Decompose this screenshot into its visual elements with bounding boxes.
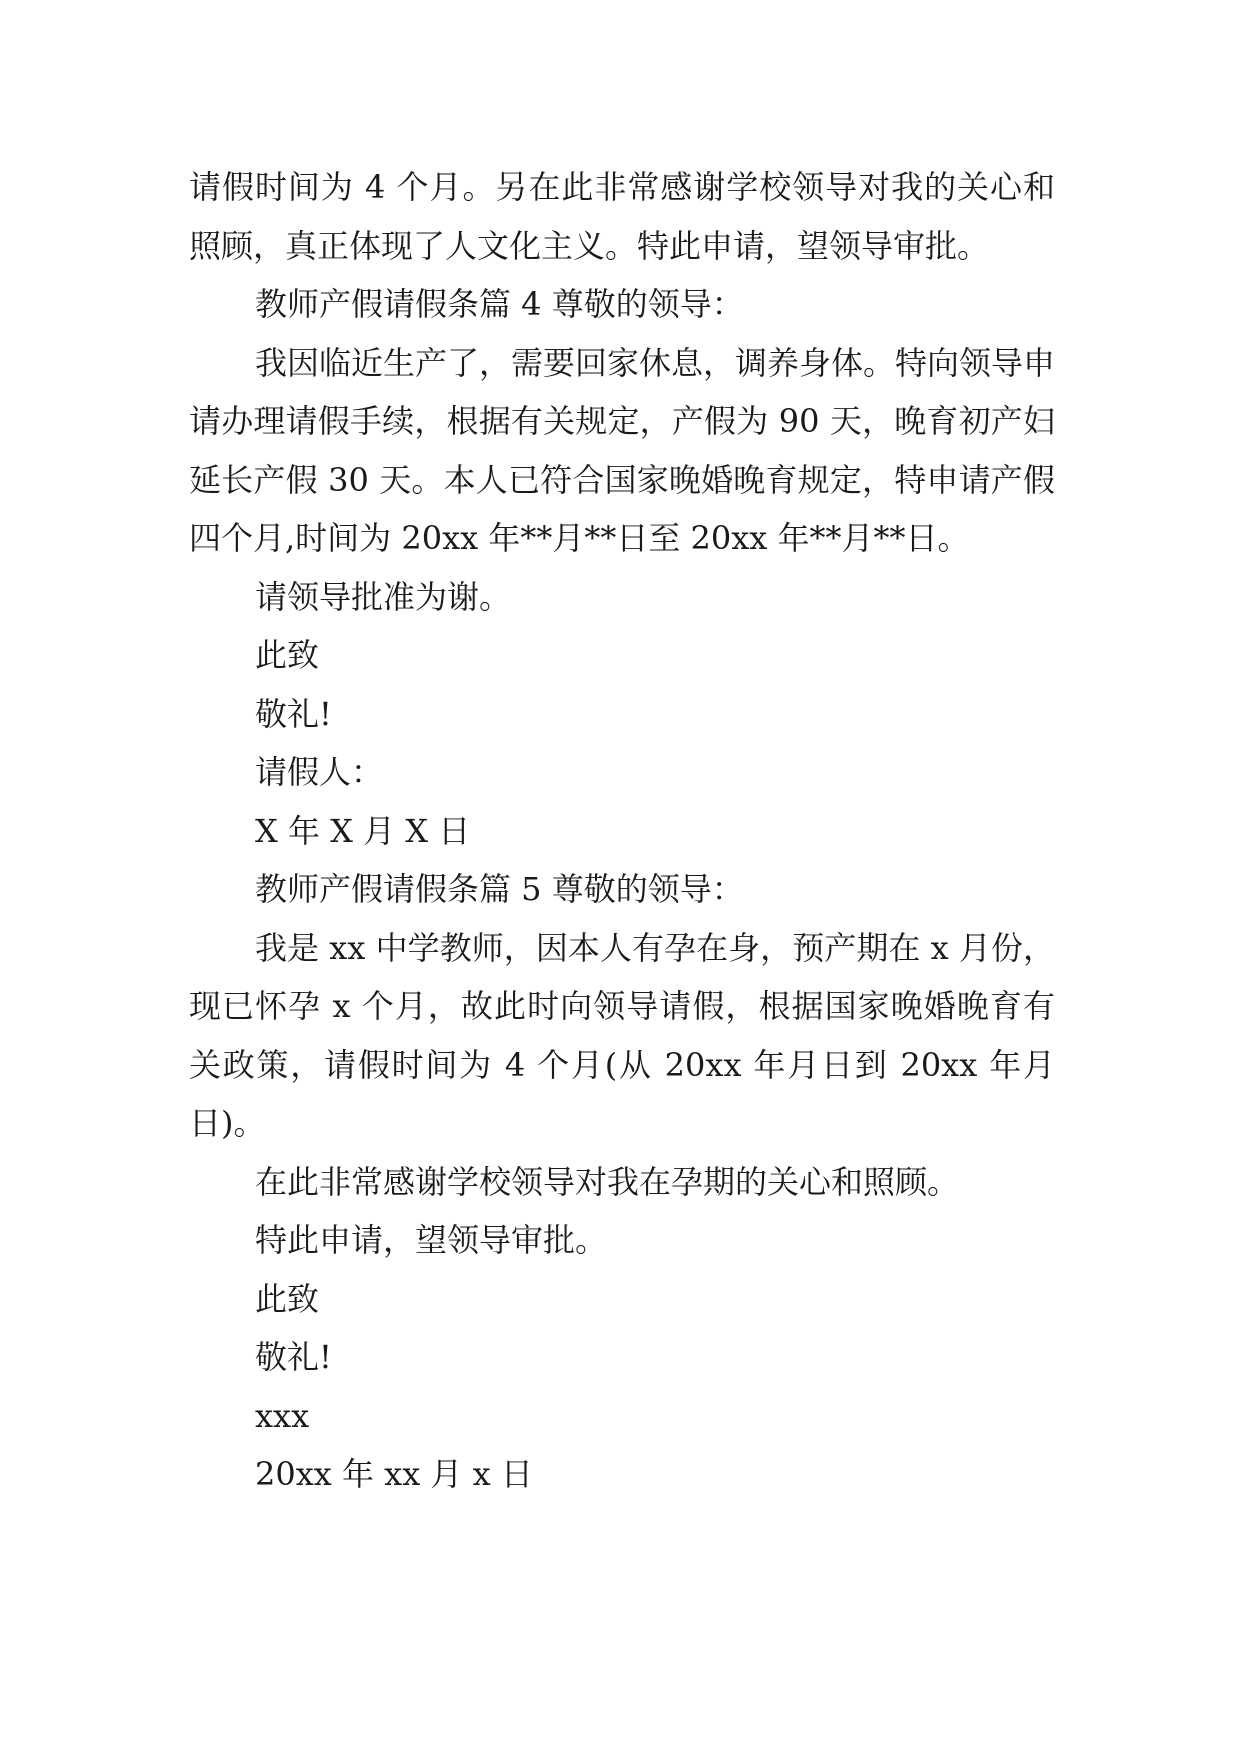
date-line-1: X 年 X 月 X 日 (255, 811, 471, 850)
signature-name: xxx (255, 1396, 310, 1435)
paragraph-letter-4-body: 我因临近生产了，需要回家休息，调养身体。特向领导申请办理请假手续，根据有关规定，产假为 90 天，晚育初产妇延长产假 30 天。本人已符合国家晚婚晚育规定，特申请产假四个月,时间为 20xx 年**月**日至 20xx 年**月**日。 (189, 343, 1056, 557)
heading-letter-4: 教师产假请假条篇 4 尊敬的领导： (255, 285, 744, 323)
closing-cizhi-2: 此致 (255, 1279, 320, 1318)
closing-jingli-2: 敬礼! (255, 1338, 332, 1376)
signature-applicant: 请假人： (255, 753, 384, 791)
closing-cizhi-1: 此致 (255, 636, 320, 674)
heading-letter-5: 教师产假请假条篇 5 尊敬的领导： (255, 870, 744, 908)
paragraph-approval-request: 请领导批准为谢。 (255, 577, 512, 616)
closing-jingli-1: 敬礼! (255, 694, 332, 733)
date-line-2: 20xx 年 xx 月 x 日 (255, 1455, 533, 1493)
paragraph-request-approval: 特此申请，望领导审批。 (255, 1221, 608, 1259)
paragraph-letter-5-body: 我是 xx 中学教师，因本人有孕在身，预产期在 x 月份，现已怀孕 x 个月，故此时向领导请假，根据国家晚婚晚育有关政策，请假时间为 4 个月(从 20xx 年月日到 20xx 年月日)。 (189, 928, 1055, 1142)
document-body (189, 158, 1055, 1504)
paragraph-leave-duration: 请假时间为 4 个月。另在此非常感谢学校领导对我的关心和照顾，真正体现了人文化主义。特此申请，望领导审批。 (189, 168, 1055, 265)
paragraph-thanks: 在此非常感谢学校领导对我在孕期的关心和照顾。 (255, 1162, 960, 1201)
